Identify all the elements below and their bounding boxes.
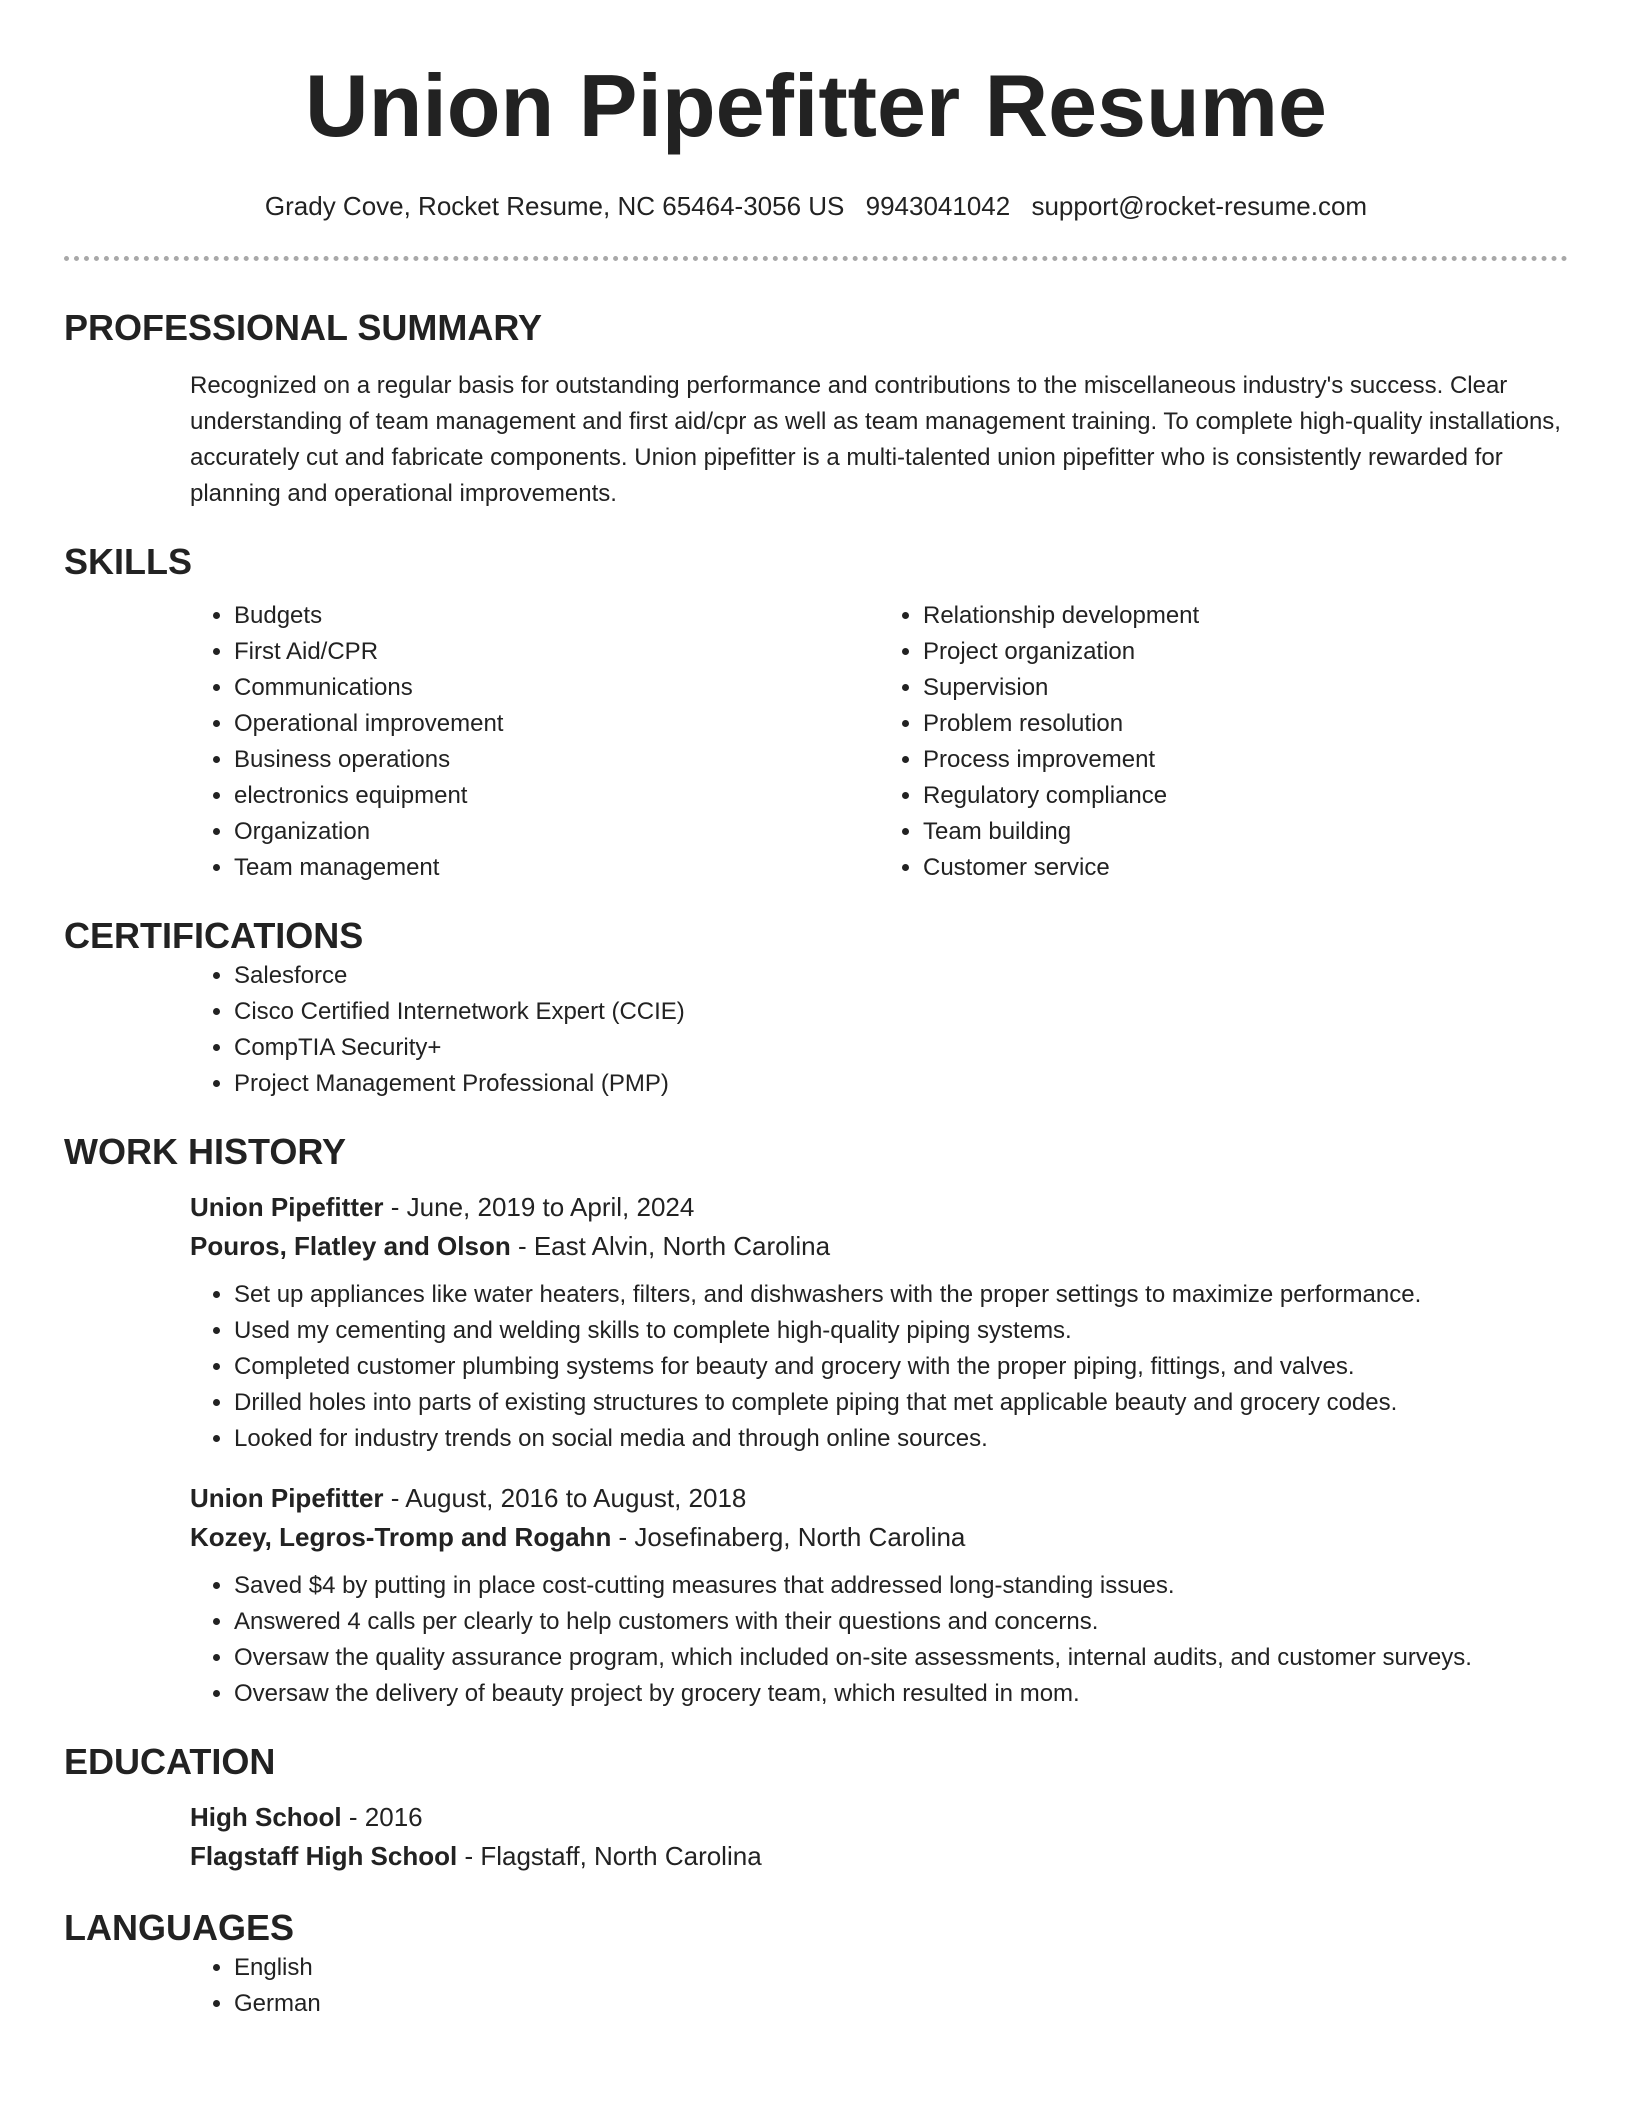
job-duties-list bbox=[190, 1568, 1568, 1712]
job-duty-item: • Oversaw the quality assurance program, which included on-site assessments, internal audits, and customer surveys. bbox=[234, 1640, 1568, 1676]
section-title-work-history: WORK HISTORY bbox=[64, 1131, 347, 1172]
job-duty-item: • Saved $4 by putting in place cost-cutting measures that addressed long-standing issues. bbox=[234, 1568, 1568, 1604]
skill-item: • Business operations bbox=[234, 742, 879, 778]
contact-phone: 9943041042 bbox=[865, 191, 1011, 221]
skills-section bbox=[64, 598, 1568, 886]
skill-item: • electronics equipment bbox=[234, 778, 879, 814]
skill-item: • Project organization bbox=[923, 634, 1568, 670]
certification-item: • Cisco Certified Internetwork Expert (CCIE) bbox=[234, 994, 1568, 1030]
section-title-certifications: CERTIFICATIONS bbox=[64, 915, 364, 956]
skills-columns bbox=[190, 598, 1568, 886]
education-degree: High School bbox=[190, 1802, 342, 1832]
job-company-line bbox=[190, 1227, 1568, 1266]
contact-line bbox=[64, 190, 1568, 222]
languages-section bbox=[64, 1950, 1568, 2022]
job-duty-item: • Answered 4 calls per clearly to help customers with their questions and concerns. bbox=[234, 1604, 1568, 1640]
job-company: Pouros, Flatley and Olson bbox=[190, 1231, 511, 1261]
resume-title: Union Pipefitter Resume bbox=[305, 56, 1327, 155]
job-duty-item: • Oversaw the delivery of beauty project by grocery team, which resulted in mom. bbox=[234, 1676, 1568, 1712]
skill-item: • Process improvement bbox=[923, 742, 1568, 778]
certification-item: • Salesforce bbox=[234, 958, 1568, 994]
summary-text: Recognized on a regular basis for outstanding performance and contributions to the miscellaneous industry's success. Clear understanding of team management and first aid/cpr as well as team management training. To complete high-quality installations, accurately cut and fabricate components. Union pipefitter is a multi-talented union pipefitter who is consistently rewarded for planning and operational improvements. bbox=[190, 372, 1561, 507]
job-location: - Josefinaberg, North Carolina bbox=[611, 1522, 966, 1552]
job-role: Union Pipefitter bbox=[190, 1192, 384, 1222]
job-duty-item: • Looked for industry trends on social media and through online sources. bbox=[234, 1421, 1568, 1457]
contact-address: Grady Cove, Rocket Resume, NC 65464-3056 US bbox=[264, 191, 845, 221]
work-history-section bbox=[64, 1188, 1568, 1712]
skill-item: • Customer service bbox=[923, 850, 1568, 886]
skills-list-right bbox=[879, 598, 1568, 886]
job-duties-list bbox=[190, 1277, 1568, 1457]
job-title-line bbox=[190, 1188, 1568, 1227]
job-dates: - August, 2016 to August, 2018 bbox=[383, 1483, 747, 1513]
education-degree-line bbox=[190, 1798, 1568, 1837]
education-year: - 2016 bbox=[341, 1802, 423, 1832]
education-section bbox=[64, 1798, 1568, 1876]
job-duty-item: • Completed customer plumbing systems for beauty and grocery with the proper piping, fittings, and valves. bbox=[234, 1349, 1568, 1385]
language-item: • English bbox=[234, 1950, 1568, 1986]
education-school-line bbox=[190, 1837, 1568, 1876]
skills-list-left bbox=[190, 598, 879, 886]
skill-item: • Problem resolution bbox=[923, 706, 1568, 742]
job-entry bbox=[190, 1479, 1568, 1712]
skill-item: • Operational improvement bbox=[234, 706, 879, 742]
skill-item: • Regulatory compliance bbox=[923, 778, 1568, 814]
skill-item: • Communications bbox=[234, 670, 879, 706]
language-item: • German bbox=[234, 1986, 1568, 2022]
certification-item: • Project Management Professional (PMP) bbox=[234, 1066, 1568, 1102]
certification-item: • CompTIA Security+ bbox=[234, 1030, 1568, 1066]
summary-section bbox=[64, 368, 1568, 512]
job-company-line bbox=[190, 1518, 1568, 1557]
job-duty-item: • Drilled holes into parts of existing structures to complete piping that met applicable beauty and grocery codes. bbox=[234, 1385, 1568, 1421]
header-divider bbox=[64, 256, 1568, 261]
skill-item: • Team management bbox=[234, 850, 879, 886]
section-title-education: EDUCATION bbox=[64, 1741, 276, 1782]
job-role: Union Pipefitter bbox=[190, 1483, 384, 1513]
education-school: Flagstaff High School bbox=[190, 1841, 458, 1871]
certifications-section bbox=[64, 958, 1568, 1102]
skill-item: • Budgets bbox=[234, 598, 879, 634]
section-title-summary: PROFESSIONAL SUMMARY bbox=[64, 307, 543, 348]
section-title-languages: LANGUAGES bbox=[64, 1907, 295, 1948]
skill-item: • Supervision bbox=[923, 670, 1568, 706]
skill-item: • First Aid/CPR bbox=[234, 634, 879, 670]
section-title-skills: SKILLS bbox=[64, 541, 193, 582]
job-title-line bbox=[190, 1479, 1568, 1518]
job-dates: - June, 2019 to April, 2024 bbox=[383, 1192, 695, 1222]
certifications-list bbox=[190, 958, 1568, 1102]
job-location: - East Alvin, North Carolina bbox=[510, 1231, 831, 1261]
skill-item: • Organization bbox=[234, 814, 879, 850]
job-duty-item: • Used my cementing and welding skills to complete high-quality piping systems. bbox=[234, 1313, 1568, 1349]
job-entry bbox=[190, 1188, 1568, 1457]
job-company: Kozey, Legros-Tromp and Rogahn bbox=[190, 1522, 612, 1552]
contact-email: support@rocket-resume.com bbox=[1031, 191, 1368, 221]
job-duty-item: • Set up appliances like water heaters, filters, and dishwashers with the proper settings to maximize performance. bbox=[234, 1277, 1568, 1313]
skill-item: • Team building bbox=[923, 814, 1568, 850]
languages-list bbox=[190, 1950, 1568, 2022]
education-location: - Flagstaff, North Carolina bbox=[457, 1841, 762, 1871]
skill-item: • Relationship development bbox=[923, 598, 1568, 634]
